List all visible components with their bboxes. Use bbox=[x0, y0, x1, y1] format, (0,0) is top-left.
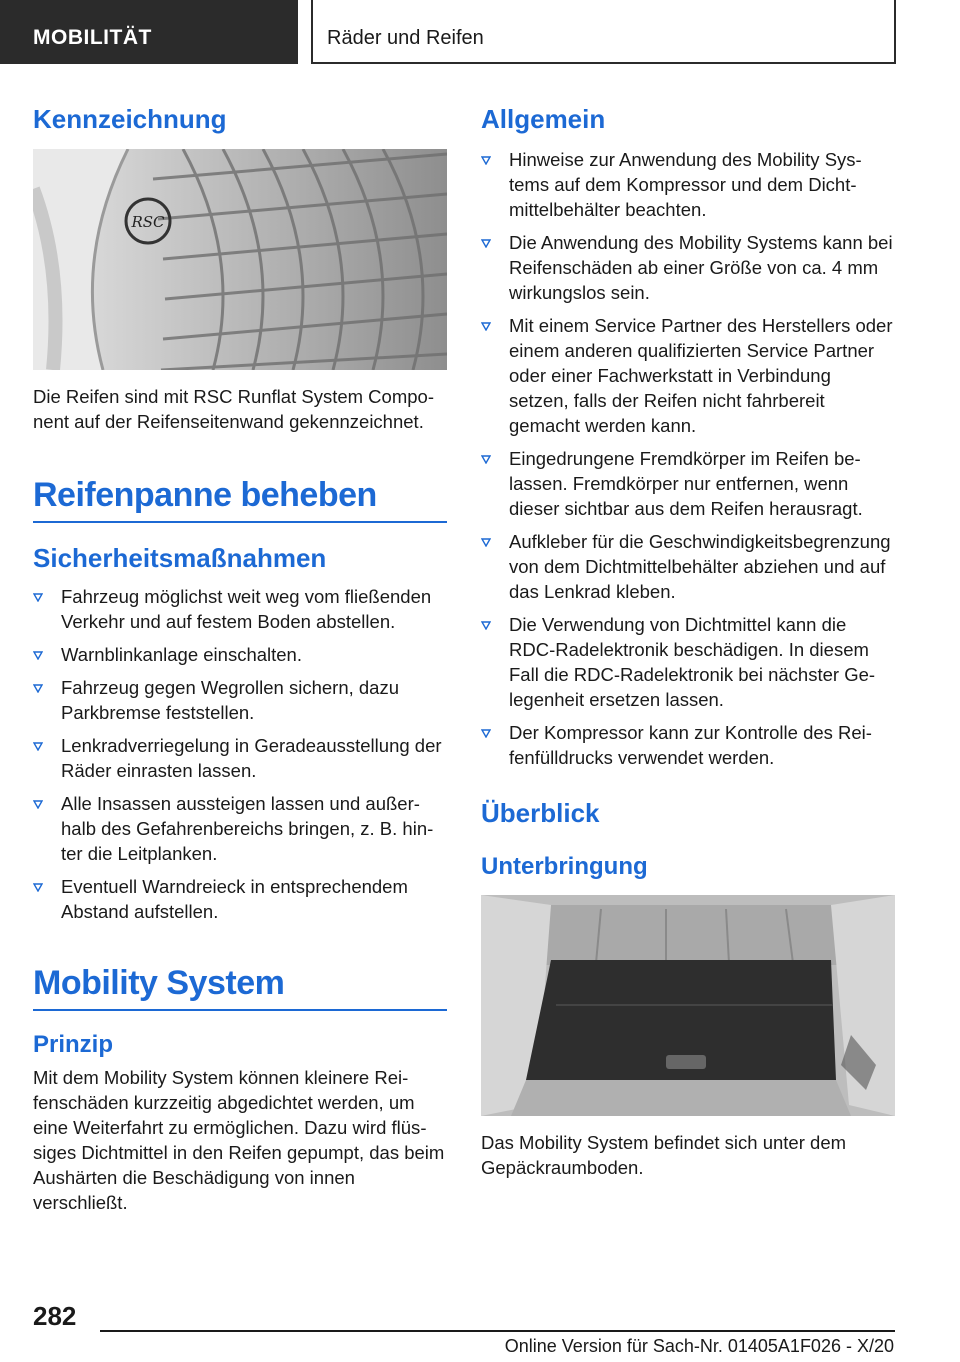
triangle-bullet-icon bbox=[481, 729, 491, 738]
left-column bbox=[33, 98, 447, 1215]
reifenpanne-title: Reifenpanne beheben bbox=[33, 476, 447, 523]
allgemein-title: Allgemein bbox=[481, 104, 606, 134]
kennzeichnung-title: Kennzeichnung bbox=[33, 104, 227, 134]
sicherheit-title: Sicherheitsmaßnahmen bbox=[33, 543, 327, 573]
header-section-label: MOBILITÄT bbox=[33, 26, 152, 49]
list-item bbox=[481, 313, 895, 438]
triangle-bullet-icon bbox=[481, 455, 491, 464]
list-item bbox=[481, 529, 895, 604]
triangle-bullet-icon bbox=[481, 322, 491, 331]
triangle-bullet-icon bbox=[481, 621, 491, 630]
triangle-bullet-icon bbox=[33, 651, 43, 660]
list-item-text: Fahrzeug gegen Wegrollen sichern, dazu Parkbremse feststellen. bbox=[61, 677, 400, 723]
triangle-bullet-icon bbox=[33, 684, 43, 693]
list-item bbox=[481, 720, 895, 770]
unterbringung-title: Unterbringung bbox=[481, 853, 648, 880]
right-column bbox=[481, 98, 895, 1180]
kennzeichnung-text: Die Reifen sind mit RSC Runflat System Component auf der Reifenseitenwand gekennzeichnet. bbox=[33, 386, 434, 432]
list-item bbox=[33, 642, 447, 667]
triangle-bullet-icon bbox=[33, 742, 43, 751]
footer-online-version: Online Version für Sach-Nr. 01405A1F026 - X/20 bbox=[504, 1336, 894, 1356]
list-item-text: Fahrzeug möglichst weit weg vom fließenden Verkehr und auf festem Boden abstellen. bbox=[61, 586, 432, 632]
prinzip-text: Mit dem Mobility System können kleinere Reifenschäden kurzzeitig abgedichtet werden, um eine Weiterfahrt zu ermöglichen. Dazu wird flüssiges Dichtmittel in den Reifen gepumpt, das beim Aushärten die Beschädigung von innen verschließt. bbox=[33, 1067, 445, 1213]
page-number: 282 bbox=[33, 1301, 77, 1331]
list-item-text: Eingedrungene Fremdkörper im Reifen belassen. Fremdkörper nur entfernen, wenn dieser sichtbar aus dem Reifen herausragt. bbox=[509, 448, 863, 519]
unterbringung-text: Das Mobility System befindet sich unter dem Gepäckraumboden. bbox=[481, 1132, 847, 1178]
list-item bbox=[481, 147, 895, 222]
list-item bbox=[481, 612, 895, 712]
footer-rule bbox=[100, 1330, 895, 1332]
triangle-bullet-icon bbox=[481, 239, 491, 248]
sicherheit-list bbox=[33, 584, 447, 924]
triangle-bullet-icon bbox=[33, 593, 43, 602]
list-item bbox=[481, 230, 895, 305]
triangle-bullet-icon bbox=[481, 156, 491, 165]
prinzip-title: Prinzip bbox=[33, 1031, 114, 1058]
triangle-bullet-icon bbox=[33, 800, 43, 809]
list-item-text: Hinweise zur Anwendung des Mobility Systems auf dem Kompressor und dem Dichtmittelbehälter beachten. bbox=[509, 149, 862, 220]
list-item-text: Warnblinkanlage einschalten. bbox=[61, 644, 302, 665]
list-item bbox=[481, 446, 895, 521]
list-item bbox=[33, 791, 447, 866]
list-item-text: Die Anwendung des Mobility Systems kann bei Reifenschäden ab einer Größe von ca. 4 mm wirkungslos sein. bbox=[509, 232, 893, 303]
list-item bbox=[33, 733, 447, 783]
triangle-bullet-icon bbox=[481, 538, 491, 547]
list-item bbox=[33, 584, 447, 634]
trunk-image bbox=[481, 895, 895, 1116]
list-item bbox=[33, 874, 447, 924]
list-item-text: Aufkleber für die Geschwindigkeitsbegrenzung von dem Dichtmittelbehälter abziehen und auf das Lenkrad kleben. bbox=[509, 531, 891, 602]
list-item-text: Die Verwendung von Dichtmittel kann die RDC-Radelektronik beschädigen. In diesem Fall die RDC-Radelektronik bei nächster Gelegenheit ersetzen lassen. bbox=[509, 614, 876, 710]
list-item-text: Alle Insassen aussteigen lassen und außerhalb des Gefahrenbereichs bringen, z. B. hinter die Leitplanken. bbox=[61, 793, 434, 864]
list-item bbox=[33, 675, 447, 725]
header-section bbox=[0, 0, 298, 64]
header-chapter bbox=[311, 0, 896, 64]
triangle-bullet-icon bbox=[33, 883, 43, 892]
ueberblick-title: Überblick bbox=[481, 798, 600, 828]
mobility-title: Mobility System bbox=[33, 964, 447, 1011]
list-item-text: Eventuell Warndreieck in entsprechendem Abstand aufstellen. bbox=[61, 876, 408, 922]
rsc-logo-icon: RSC bbox=[131, 213, 165, 231]
header-chapter-label: Räder und Reifen bbox=[327, 27, 484, 49]
list-item-text: Der Kompressor kann zur Kontrolle des Reifenfülldrucks verwendet werden. bbox=[509, 722, 872, 768]
list-item-text: Lenkradverriegelung in Geradeausstellung der Räder einrasten lassen. bbox=[61, 735, 442, 781]
list-item-text: Mit einem Service Partner des Herstellers oder einem anderen qualifizierten Service Partner oder einer Fachwerkstatt in Verbindung setzen, falls der Reifen nicht fahrbereit gemacht werden kann. bbox=[509, 315, 893, 436]
tire-sidewall-image bbox=[33, 149, 447, 370]
allgemein-list bbox=[481, 147, 895, 770]
